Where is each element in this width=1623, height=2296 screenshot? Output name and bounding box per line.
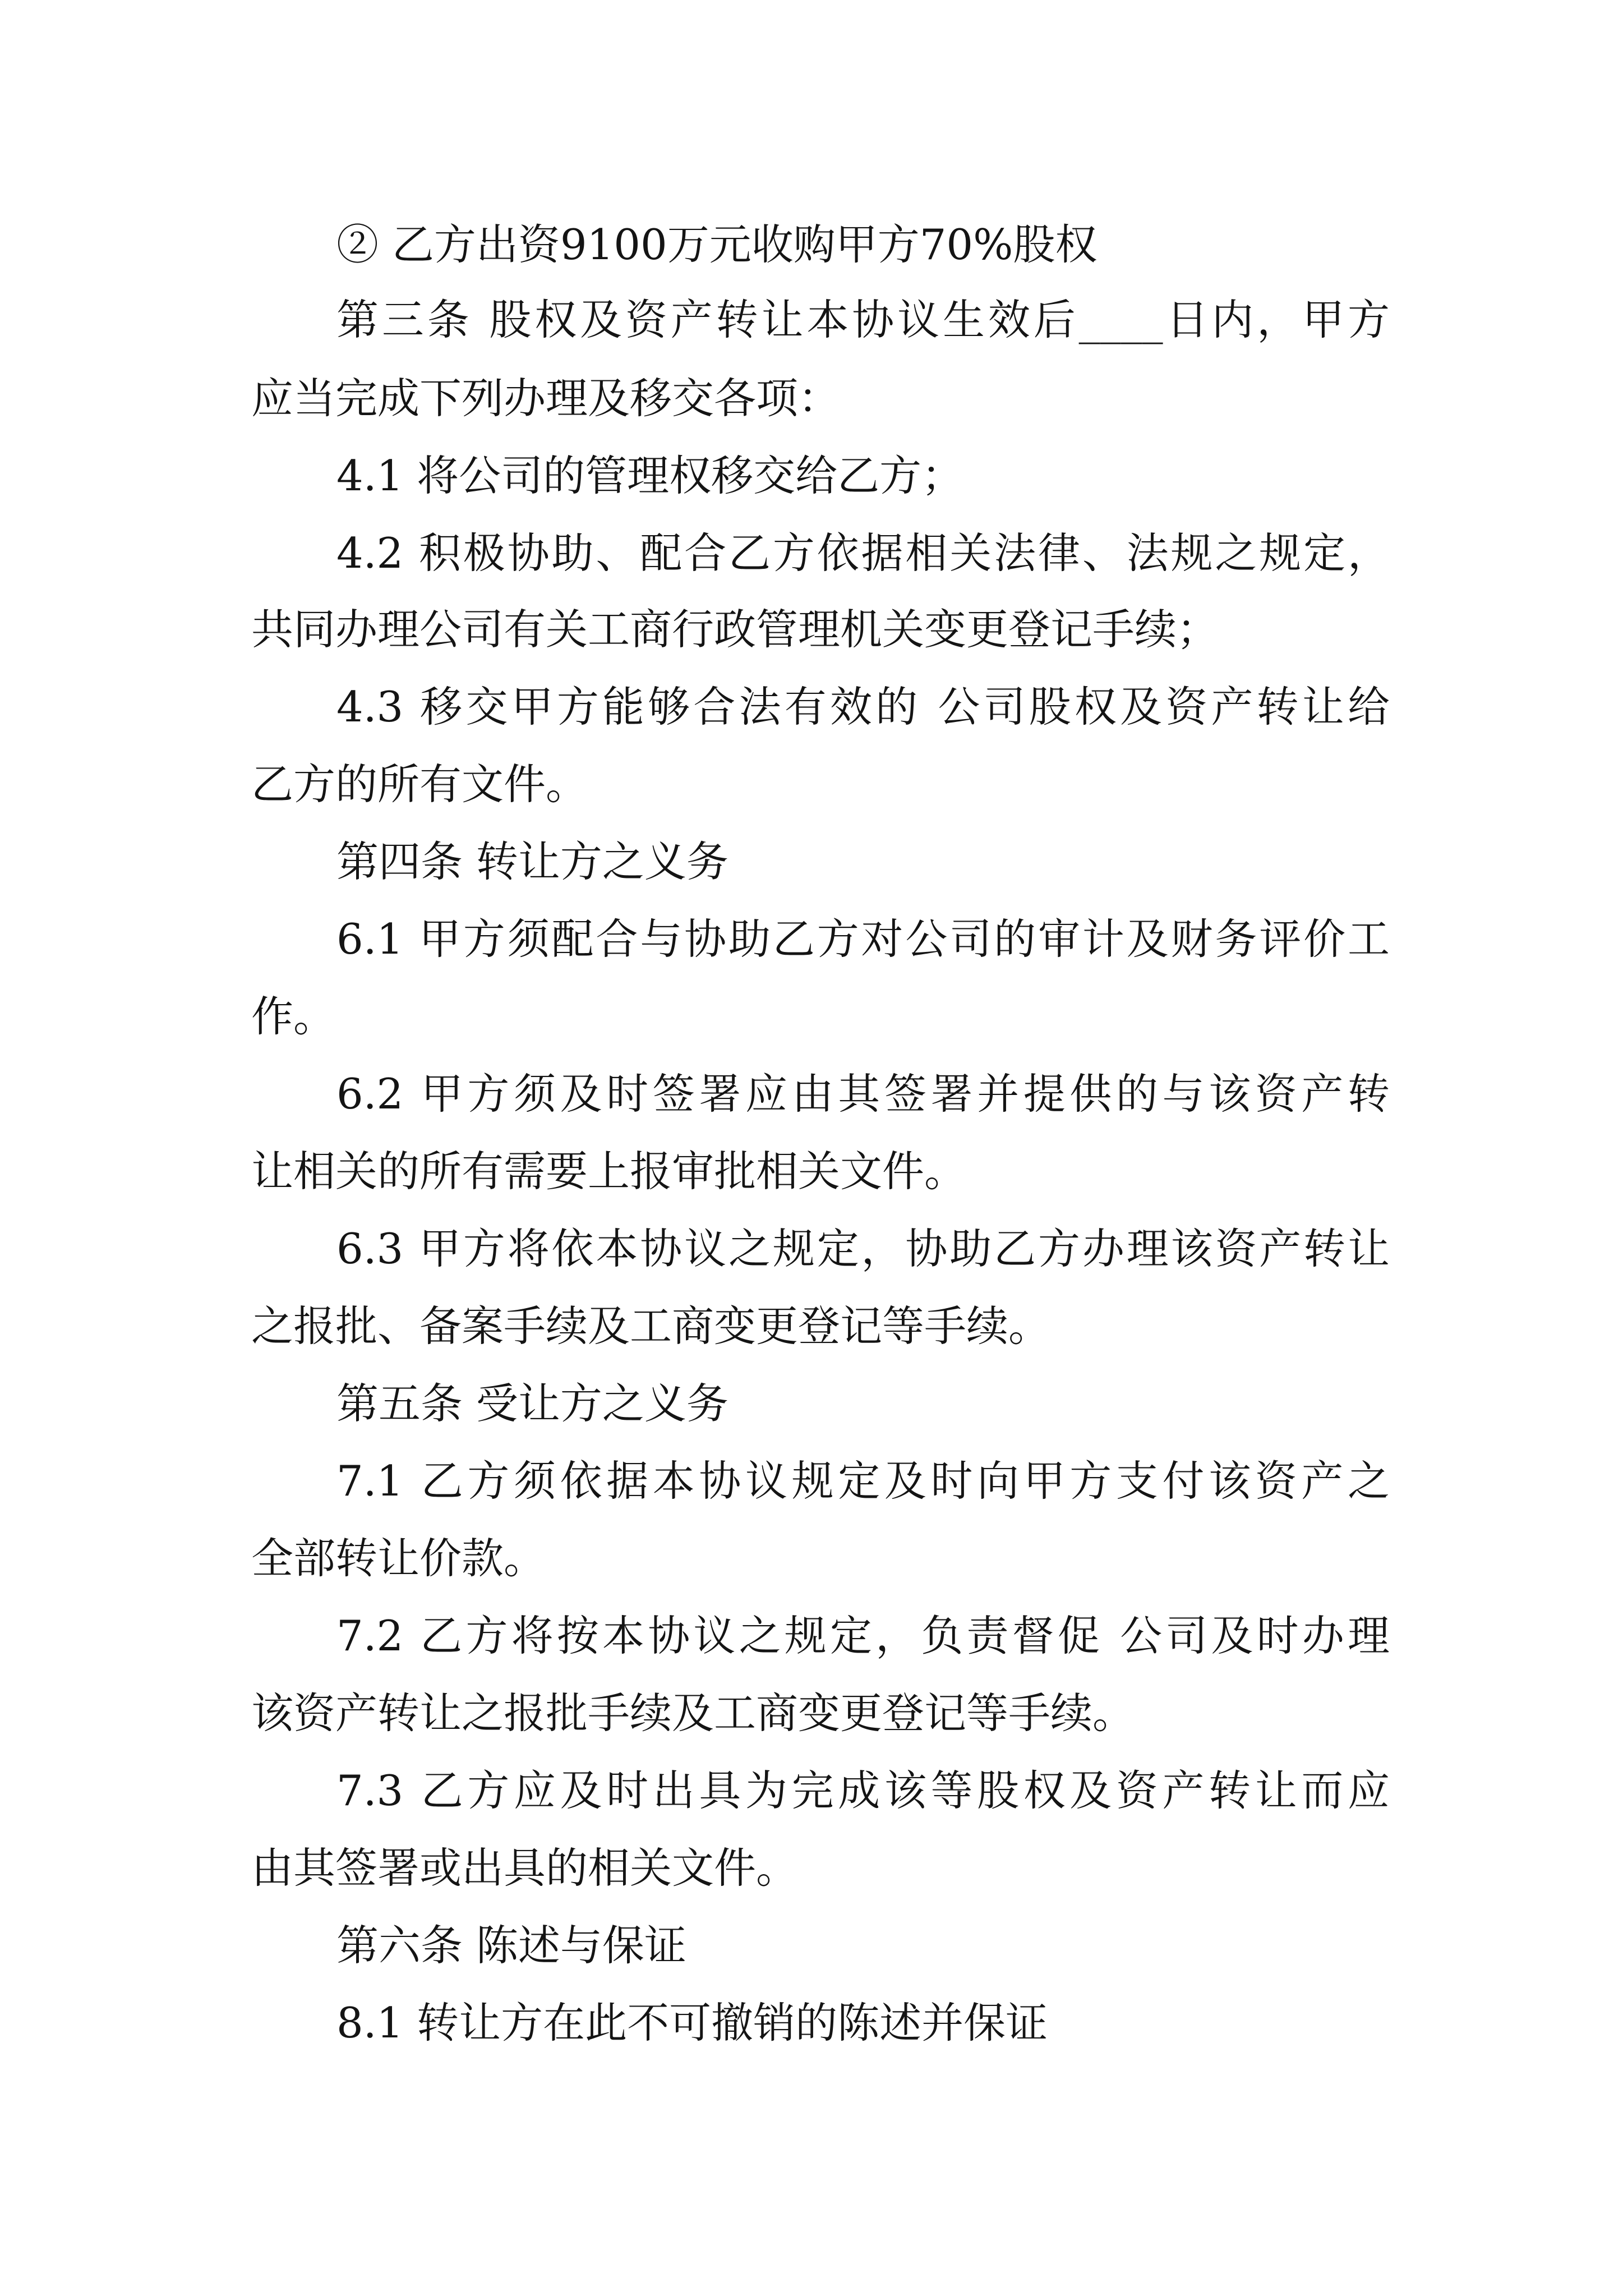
doc-line-9: 第四条 转让方之义务 — [336, 837, 728, 886]
doc-line-3: 应当完成下列办理及移交各项： — [251, 374, 841, 423]
doc-line-24: 8.1 转让方在此不可撤销的陈述并保证 — [336, 1998, 1048, 2047]
doc-line-11: 作。 — [251, 992, 336, 1041]
doc-line-23: 第六条 陈述与保证 — [336, 1921, 686, 1970]
doc-line-12: 6.2 甲方须及时签署应由其签署并提供的与该资产转 — [336, 1069, 1390, 1119]
doc-line-5: 4.2 积极协助、配合乙方依据相关法律、法规之规定， — [336, 528, 1390, 578]
doc-line-1: ② 乙方出资9100万元收购甲方70%股权 — [336, 220, 1098, 269]
doc-line-21: 7.3 乙方应及时出具为完成该等股权及资产转让而应 — [336, 1766, 1390, 1815]
doc-line-16: 第五条 受让方之义务 — [336, 1379, 728, 1428]
doc-line-2: 第三条 股权及资产转让本协议生效后____日内，甲方 — [336, 295, 1390, 344]
doc-line-10: 6.1 甲方须配合与协助乙方对公司的审计及财务评价工 — [336, 914, 1390, 964]
doc-line-13: 让相关的所有需要上报审批相关文件。 — [251, 1147, 967, 1196]
doc-line-19: 7.2 乙方将按本协议之规定，负责督促 公司及时办理 — [336, 1611, 1390, 1660]
doc-line-17: 7.1 乙方须依据本协议规定及时向甲方支付该资产之 — [336, 1456, 1390, 1506]
doc-line-15: 之报批、备案手续及工商变更登记等手续。 — [251, 1301, 1051, 1351]
doc-line-4: 4.1 将公司的管理权移交给乙方； — [336, 451, 964, 500]
doc-line-18: 全部转让价款。 — [251, 1534, 546, 1583]
doc-line-6: 共同办理公司有关工商行政管理机关变更登记手续； — [251, 605, 1219, 654]
doc-line-20: 该资产转让之报批手续及工商变更登记等手续。 — [251, 1688, 1135, 1738]
doc-line-22: 由其签署或出具的相关文件。 — [251, 1843, 799, 1893]
doc-line-8: 乙方的所有文件。 — [251, 760, 588, 809]
doc-line-14: 6.3 甲方将依本协议之规定，协助乙方办理该资产转让 — [336, 1224, 1390, 1273]
doc-line-7: 4.3 移交甲方能够合法有效的 公司股权及资产转让给 — [336, 682, 1390, 731]
